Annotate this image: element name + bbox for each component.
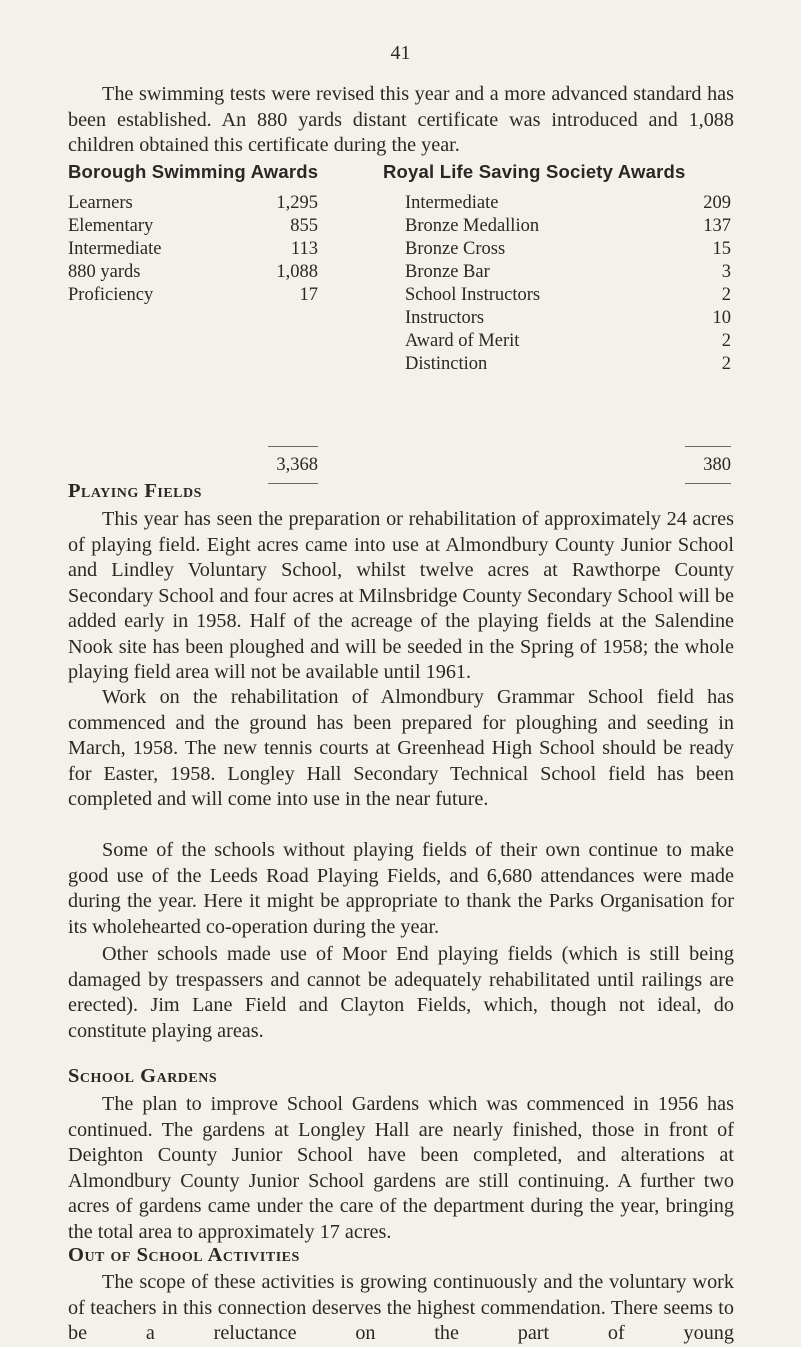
playing-fields-paragraph-2: Work on the rehabilitation of Almondbury Grammar School field has commenced and the ground has been prepared for ploughing and seeding in March, 1958. The new tennis courts at Greenhead High School should be ready for Easter, 1958. Longley Hall Secondary Technical School field has been completed and will come into use in the near future. [68, 686, 734, 810]
row-label: Bronze Cross [405, 239, 506, 259]
out-of-school-heading: Out of School Activities [68, 1244, 300, 1266]
row-value: 113 [290, 239, 318, 259]
table-row [405, 216, 731, 239]
table-row [68, 239, 318, 262]
table-row [68, 262, 318, 285]
total-rule-bottom [685, 483, 731, 484]
playing-fields-paragraph-4: Other schools made use of Moor End playing fields (which is still being damaged by trespassers and cannot be adequately rehabilitated until railings are erected). Jim Lane Field and Clayton Fields, which, though not ideal, do constitute playing areas. [68, 943, 734, 1042]
royal-table-title: Royal Life Saving Society Awards [383, 161, 686, 182]
borough-total: 3,368 [276, 455, 318, 475]
row-value: 855 [290, 216, 318, 236]
total-rule-top [685, 446, 731, 447]
table-row [405, 193, 731, 216]
row-value: 15 [712, 239, 731, 259]
row-label: Distinction [405, 354, 488, 374]
row-label: Instructors [405, 308, 485, 328]
intro-paragraph: The swimming tests were revised this year and a more advanced standard has been established. An 880 yards distant certificate was introduced and 1,088 children obtained this certificate during the year. [68, 83, 734, 156]
row-label: Elementary [68, 216, 154, 236]
table-row [405, 331, 731, 354]
table-row [405, 239, 731, 262]
row-label: Intermediate [405, 193, 499, 213]
total-rule-top [268, 446, 318, 447]
playing-fields-paragraph-1: This year has seen the preparation or rehabilitation of approximately 24 acres of playing field. Eight acres came into use at Almondbury County Junior School and Lindley Voluntary School, whilst twelve acres at Rawthorpe County Secondary School and four acres at Milnsbridge County Secondary School will be added early in 1958. Half of the acreage of the playing fields at the Salendine Nook site has been ploughed and will be seeded in the Spring of 1958; the whole playing field area will not be available until 1961. [68, 508, 734, 683]
row-label: Bronze Medallion [405, 216, 540, 236]
row-value: 2 [721, 285, 731, 305]
table-row [405, 285, 731, 308]
row-value: 17 [299, 285, 318, 305]
row-label: Intermediate [68, 239, 162, 259]
row-label: 880 yards [68, 262, 141, 282]
table-row [405, 308, 731, 331]
row-label: Proficiency [68, 285, 154, 305]
row-label: School Instructors [405, 285, 541, 305]
row-label: Learners [68, 193, 133, 213]
school-gardens-paragraph: The plan to improve School Gardens which was commenced in 1956 has continued. The gardens at Longley Hall are nearly finished, those in front of Deighton County Junior School have been completed, and alterations at Almondbury County Junior School gardens are still continuing. A further two acres of gardens came under the care of the department during the year, bringing the total area to approximately 17 acres. [68, 1093, 734, 1243]
total-rule-bottom [268, 483, 318, 484]
borough-table-title: Borough Swimming Awards [68, 161, 319, 182]
out-of-school-paragraph: The scope of these activities is growing continuously and the voluntary work of teachers in this connection deserves the highest commendation. There seems to be a reluctance on the part of young [68, 1271, 734, 1344]
row-value: 1,295 [276, 193, 318, 213]
row-value: 1,088 [276, 262, 318, 282]
row-label: Bronze Bar [405, 262, 490, 282]
table-row [405, 354, 731, 377]
page-number: 41 [390, 42, 411, 64]
row-value: 3 [721, 262, 731, 282]
table-row [405, 262, 731, 285]
table-row [68, 216, 318, 239]
playing-fields-heading: Playing Fields [68, 480, 202, 502]
row-value: 10 [712, 308, 731, 328]
row-value: 2 [721, 354, 731, 374]
table-row [68, 285, 318, 308]
playing-fields-paragraph-3: Some of the schools without playing fields of their own continue to make good use of the Leeds Road Playing Fields, and 6,680 attendances were made during the year. Here it might be appropriate to thank the Parks Organisation for its wholehearted co-operation during the year. [68, 839, 734, 938]
table-row [68, 193, 318, 216]
row-label: Award of Merit [405, 331, 520, 351]
school-gardens-heading: School Gardens [68, 1065, 218, 1087]
row-value: 209 [703, 193, 731, 213]
row-value: 2 [721, 331, 731, 351]
royal-total: 380 [703, 455, 731, 475]
row-value: 137 [703, 216, 731, 236]
